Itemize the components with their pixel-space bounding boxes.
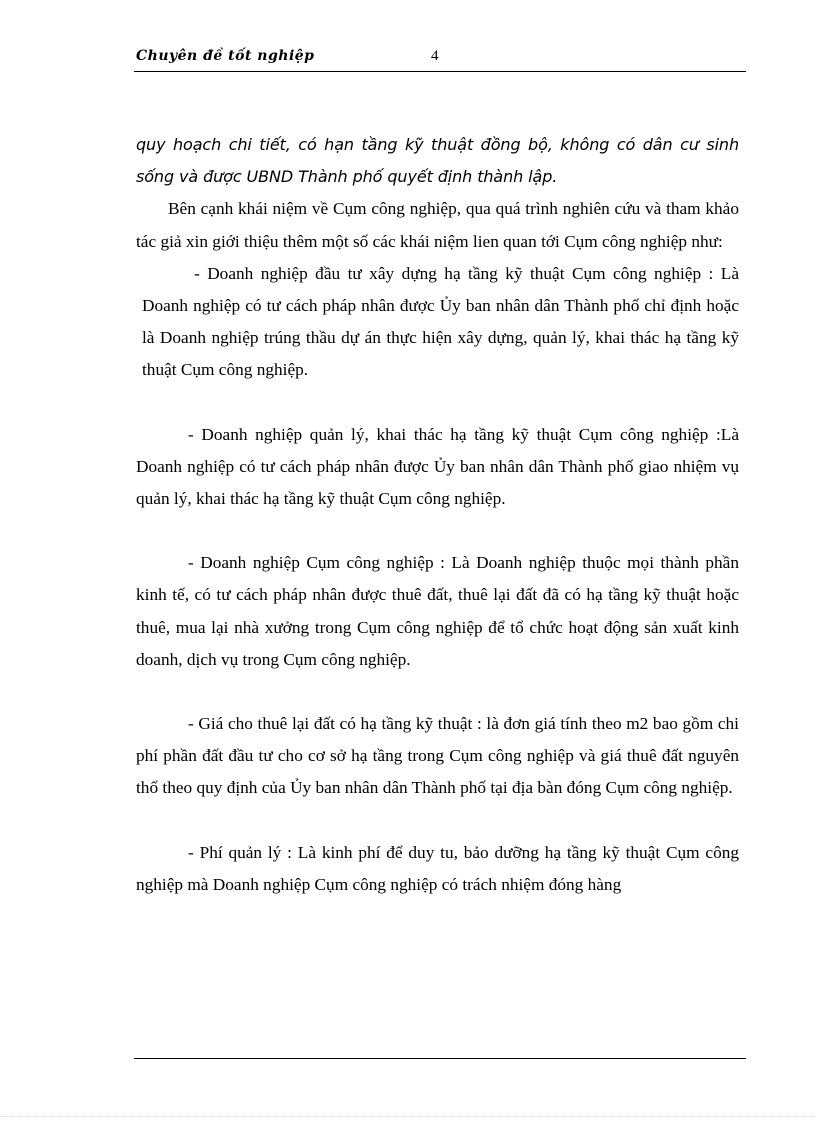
lead-paragraph: Bên cạnh khái niệm về Cụm công nghiệp, qua quá trình nghiên cứu và tham khảo tác giả xin giới thiệu thêm một số các khái niệm lien quan tới Cụm công nghiệp như: (136, 199, 739, 251)
running-header-title: Chuyên đề tốt nghiệp (136, 48, 315, 64)
definition-paragraph: - Giá cho thuê lại đất có hạ tầng kỹ thuật : là đơn giá tính theo m2 bao gồm chi phí phần đất đầu tư cho cơ sở hạ tầng trong Cụm công nghiệp và giá thuê đất nguyên thổ theo quy định của Ủy ban nhân dân Thành phố tại địa bàn đóng Cụm công nghiệp. (136, 714, 739, 798)
definition-paragraph: - Doanh nghiệp Cụm công nghiệp : Là Doanh nghiệp thuộc mọi thành phần kinh tế, có tư cách pháp nhân được thuê đất, thuê lại đất đã có hạ tầng kỹ thuật hoặc thuê, mua lại nhà xưởng trong Cụm công nghiệp để tổ chức hoạt động sản xuất kinh doanh, dịch vụ trong Cụm công nghiệp. (136, 553, 739, 669)
footer-divider (134, 1058, 746, 1059)
intro-paragraph: quy hoạch chi tiết, có hạn tầng kỹ thuật đồng bộ, không có dân cư sinh sống và được UBND Thành phố quyết định thành lập. (136, 135, 739, 187)
definition-paragraph: - Doanh nghiệp đầu tư xây dựng hạ tầng kỹ thuật Cụm công nghiệp : Là Doanh nghiệp có tư cách pháp nhân được Ủy ban nhân dân Thành phố chỉ định hoặc là Doanh nghiệp trúng thầu dự án thực hiện xây dựng, quản lý, khai thác hạ tầng kỹ thuật Cụm công nghiệp. (142, 263, 739, 380)
document-body (136, 129, 739, 901)
definition-paragraph: - Phí quản lý : Là kinh phí để duy tu, bảo dưỡng hạ tầng kỹ thuật Cụm công nghiệp mà Doanh nghiệp Cụm công nghiệp có trách nhiệm đóng hàng (136, 842, 739, 894)
header-divider (134, 71, 746, 72)
page-edge-divider (0, 1116, 816, 1117)
page-number: 4 (431, 48, 439, 64)
definition-paragraph: - Doanh nghiệp quản lý, khai thác hạ tầng kỹ thuật Cụm công nghiệp :Là Doanh nghiệp có tư cách pháp nhân được Ủy ban nhân dân Thành phố giao nhiệm vụ quản lý, khai thác hạ tầng kỹ thuật Cụm công nghiệp. (136, 424, 739, 509)
